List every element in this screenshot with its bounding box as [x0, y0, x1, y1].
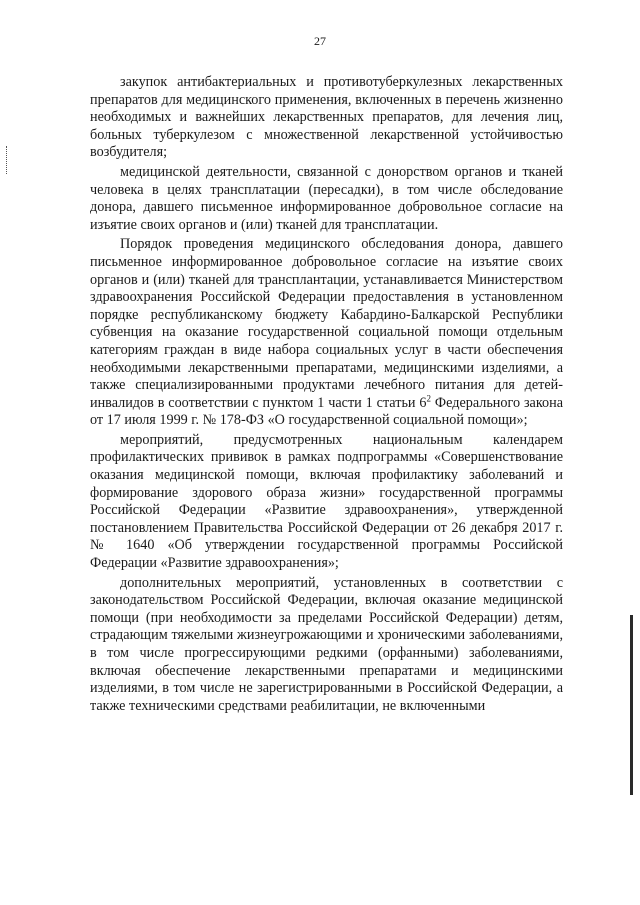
paragraph-donor-examination-text: Порядок проведения медицинского обследования донора, давшего письменное информированное добровольное согласие на изъятие своих органов и (или) тканей для трансплантации, устанавливается Министерством здравоохранения Российской Федерации предоставления в установленном порядке республиканскому бюджету Кабардино-Балкарской Республики субвенция на оказание государственной социальной помощи отдельным категориям граждан в виде набора социальных услуг в части обеспечения необходимыми лекарственными препаратами, медицинскими изделиями, а также специализированными продуктами лечебного питания для детей-инвалидов в соответствии с пунктом 1 части 1 статьи 6: [90, 236, 563, 411]
paragraph-additional-measures: дополнительных мероприятий, установленных в соответствии с законодательством Российской Федерации, включая оказание медицинской помощи (при необходимости за пределами Российской Федерации) детям, страдающим тяжелыми жизнеугрожающими и хроническими заболеваниями, в том числе прогрессирующими редкими (орфанными) заболеваниями, включая обеспечение лекарственными препаратами и медицинскими изделиями, в том числе не зарегистрированными в Российской Федерации, а также техническими средствами реабилитации, не включенными: [90, 574, 563, 714]
superscript-footnote: 2: [426, 392, 431, 403]
paragraph-donor-activity: медицинской деятельности, связанной с донорством органов и тканей человека в целях трансплатации (пересадки), в том числе обследование донора, давшего письменное информированное добровольное согласие на изъятие своих органов и (или) тканей для трансплатации.: [90, 163, 563, 233]
page-number: 27: [314, 34, 326, 48]
paragraph-vaccination: мероприятий, предусмотренных национальным календарем профилактических прививок в рамках подпрограммы «Совершенствование оказания медицинской помощи, включая профилактику заболеваний и формирование здорового образа жизни» государственной программы Российской Федерации «Развитие здравоохранения», утвержденной постановлением Правительства Российской Федерации от 26 декабря 2017 г. № 1640 «Об утверждении государственной программы Российской Федерации «Развитие здравоохранения»;: [90, 431, 563, 572]
paragraph-federal-law-text: Федерального закона от 17 июля 1999 г. № 178-ФЗ «О государственной социальной помощи»;: [90, 394, 564, 429]
document-body: [90, 74, 563, 717]
paragraph-donor-examination: [90, 236, 563, 430]
paragraph-antibacterial: закупок антибактериальных и противотуберкулезных лекарственных препаратов для медицинского применения, включенных в перечень жизненно необходимых и важнейших лекарственных препаратов, для лечения лиц, больных туберкулезом с множественной лекарственной устойчивостью возбудителя;: [90, 74, 563, 161]
scan-edge-mark: [630, 615, 633, 795]
margin-mark: [6, 146, 9, 174]
